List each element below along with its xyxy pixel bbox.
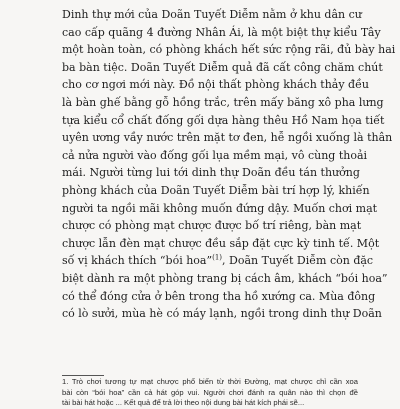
body-line-4: ba bàn tiệc. Doãn Tuyết Diễm quả đã cất công chăm chút [62, 60, 383, 74]
footnote [62, 377, 358, 408]
body-line-15 [62, 252, 374, 270]
body-line-16: biệt dành ra một phòng trang bị cách âm, khách “bói hoa” [62, 271, 388, 285]
body-line-7: tựa kiểu cổ chất đống gối dựa hàng thêu Hồ Nam họa tiết [62, 113, 385, 127]
body-line-2: cao cấp quãng 4 đường Nhân Ái, là một biệt thự kiểu Tây [62, 25, 381, 39]
footnote-line-2: bài còn “bói hoa” cần cả hát góp vui. Người chơi đánh ra quân nào thì chọn đề [62, 387, 358, 397]
footnote-line-3: tài bài hát hoặc ... Kết quả để trả lời theo nội dung bài hát kích phái sẽ... [62, 398, 305, 408]
body-line-6: là bàn ghế bằng gỗ hồng trắc, trên mấy băng xô pha lưng [62, 95, 384, 109]
body-line-11: phòng khách của Doãn Tuyết Diễm bài trí hợp lý, khiến [62, 183, 370, 197]
footnote-line-1: 1. Trò chơi tương tự mạt chược phổ biến từ thời Đường, mạt chược chỉ cần xoa [62, 377, 358, 386]
body-text [62, 6, 396, 323]
footnote-reference: (1) [212, 253, 223, 262]
body-line-5: cho cơ ngơi mới này. Đồ nội thất phòng khách thảy đều [62, 78, 369, 92]
body-line-10: mái. Người từng lui tới dinh thự Doãn đều tán thưởng [62, 166, 360, 180]
body-line-9: cả nửa người vào đống gối lụa mềm mại, vô cùng thoải [62, 148, 368, 162]
body-line-1: Dinh thự mới của Doãn Tuyết Diễm nằm ở khu dân cư [62, 8, 362, 21]
footnote-divider [62, 375, 104, 376]
body-line-18: có lò sưởi, mùa hè có máy lạnh, ngồi trong dinh thự Doãn [62, 307, 382, 321]
body-line-15-start: số vị khách thích “bói hoa” [62, 254, 213, 268]
body-line-15-end: , Doãn Tuyết Diễm còn đặc [222, 254, 374, 268]
body-line-3: một hoàn toàn, có phòng khách hết sức rộng rãi, đủ bày hai [62, 43, 396, 57]
body-line-13: chược có phòng mạt chược được bố trí riêng, bàn mạt [62, 219, 362, 233]
body-line-17: có thể đóng cửa ở bên trong tha hồ xướng ca. Mùa đông [62, 289, 376, 303]
body-line-14: chược lẫn đèn mạt chược đều sắp đặt cực kỳ tinh tế. Một [62, 236, 380, 250]
body-line-12: người ta ngồi mãi không muốn đứng dậy. Muốn chơi mạt [62, 201, 378, 215]
body-line-8: uyên ương vầy nước trên mặt tơ đen, hễ ngồi xuống là thân [62, 131, 393, 145]
